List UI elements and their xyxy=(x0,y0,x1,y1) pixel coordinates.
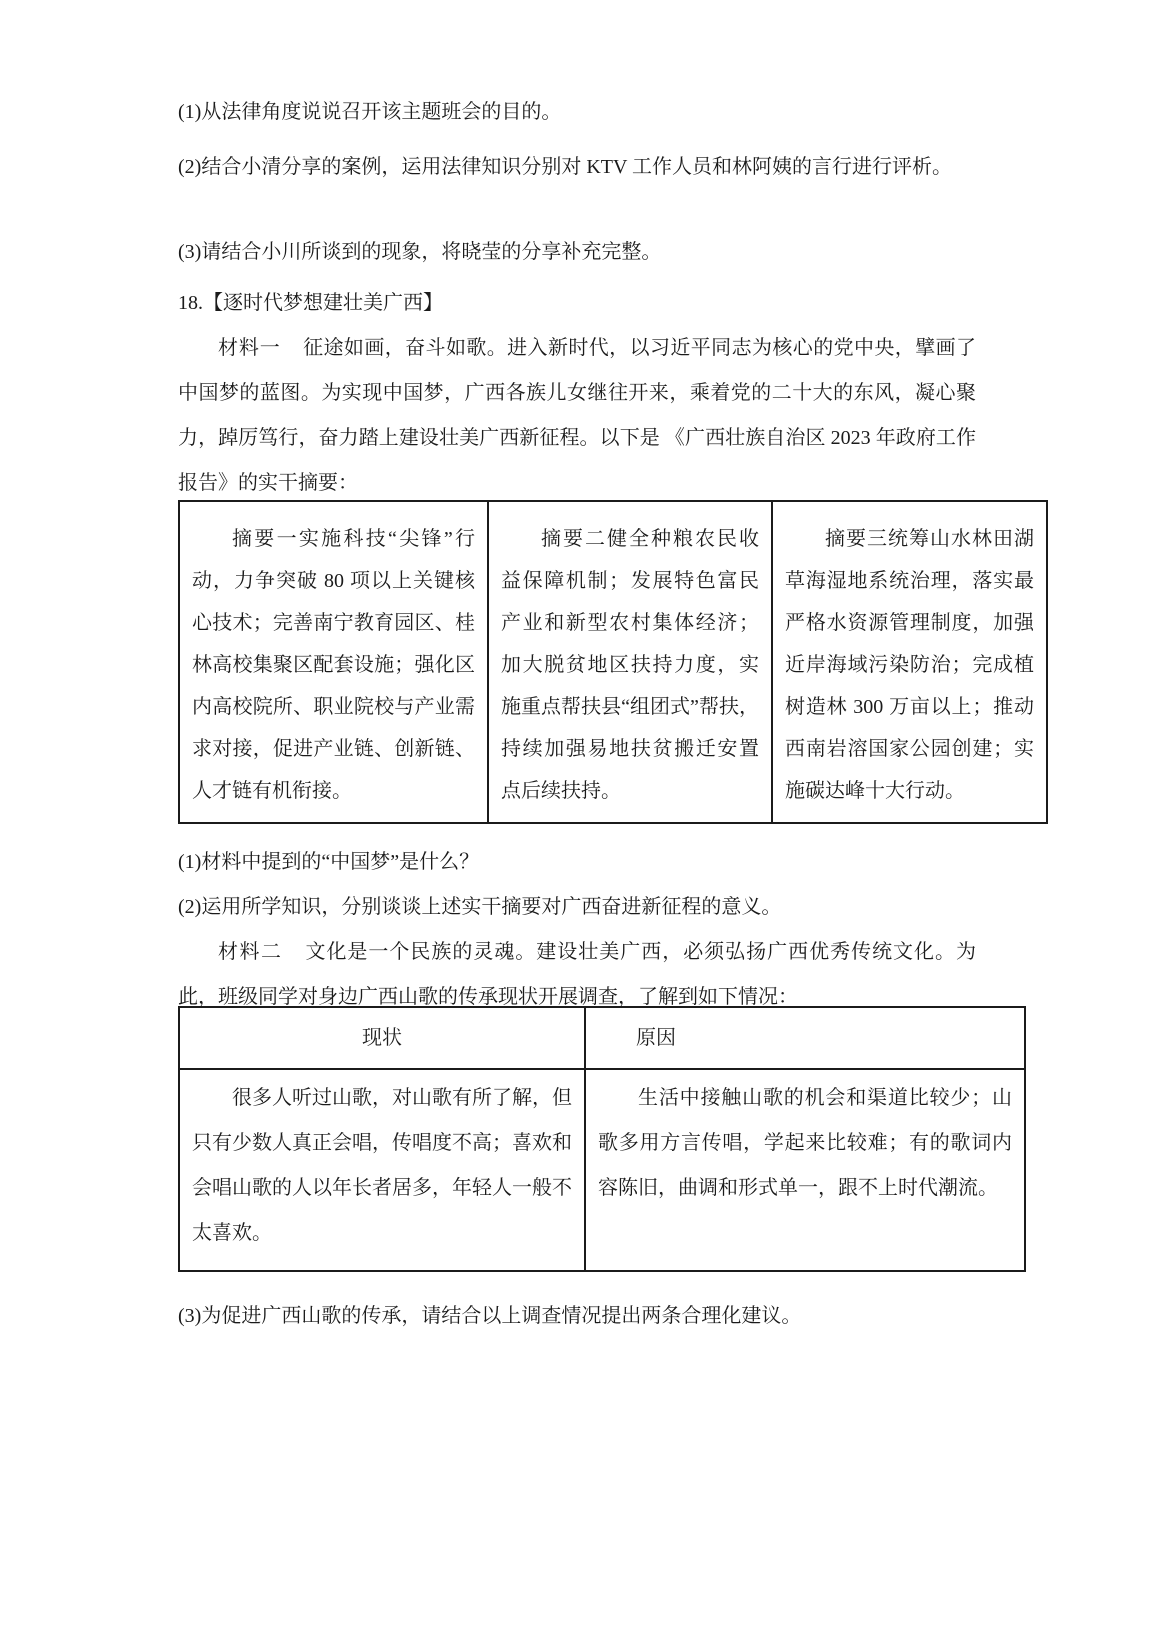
survey-table xyxy=(178,1006,1026,1272)
survey-status-text: 很多人听过山歌，对山歌有所了解，但只有少数人真正会唱，传唱度不高；喜欢和会唱山歌的人以年长者居多，年轻人一般不太喜欢。 xyxy=(192,1087,572,1244)
summary-table xyxy=(178,500,1048,824)
survey-reason-text: 生活中接触山歌的机会和渠道比较少；山歌多用方言传唱，学起来比较难；有的歌词内容陈旧，曲调和形式单一，跟不上时代潮流。 xyxy=(598,1087,1012,1199)
question-17-part-2: (2)结合小清分享的案例，运用法律知识分别对 KTV 工作人员和林阿姨的言行进行评析。 xyxy=(178,156,953,178)
material-2-text: 文化是一个民族的灵魂。建设壮美广西，必须弘扬广西优秀传统文化。为此，班级同学对身边广西山歌的传承现状开展调查，了解到如下情况： xyxy=(178,941,977,1008)
summary-table-row xyxy=(179,501,1047,823)
material-1-label: 材料一 xyxy=(218,337,281,359)
survey-table-body-row xyxy=(179,1069,1025,1271)
question-18-title: 【逐时代梦想建壮美广西】 xyxy=(203,292,443,314)
material-1-text: 征途如画，奋斗如歌。进入新时代，以习近平同志为核心的党中央，擘画了中国梦的蓝图。为实现中国梦，广西各族儿女继往开来，乘着党的二十大的东风，凝心聚力，踔厉笃行，奋力踏上建设壮美广西新征程。以下是 《广西壮族自治区 2023 年政府工作报告》的实干摘要： xyxy=(178,337,977,494)
question-17-part-3: (3)请结合小川所谈到的现象，将晓莹的分享补充完整。 xyxy=(178,241,662,263)
summary-cell-3 xyxy=(772,501,1047,823)
document-content xyxy=(178,90,1034,1339)
material-1-paragraph xyxy=(178,326,976,506)
question-17-part-1: (1)从法律角度说说召开该主题班会的目的。 xyxy=(178,101,562,123)
question-18-part-2: (2)运用所学知识，分别谈谈上述实干摘要对广西奋进新征程的意义。 xyxy=(178,896,782,918)
summary-cell-1 xyxy=(179,501,488,823)
summary-cell-2 xyxy=(488,501,772,823)
survey-header-status: 现状 xyxy=(179,1007,585,1069)
summary-3-text: 摘要三统筹山水林田湖草海湿地系统治理，落实最严格水资源管理制度，加强近岸海域污染防治；完成植树造林 300 万亩以上；推动西南岩溶国家公园创建；实施碳达峰十大行动。 xyxy=(785,528,1034,802)
survey-cell-reason xyxy=(585,1069,1025,1271)
summary-2-text: 摘要二健全种粮农民收益保障机制；发展特色富民产业和新型农村集体经济；加大脱贫地区扶持力度，实施重点帮扶县“组团式”帮扶，持续加强易地扶贫搬迁安置点后续扶持。 xyxy=(501,528,759,802)
question-18-part-1: (1)材料中提到的“中国梦”是什么？ xyxy=(178,851,480,873)
question-18-part-3: (3)为促进广西山歌的传承，请结合以上调查情况提出两条合理化建议。 xyxy=(178,1305,802,1327)
question-18-number: 18. xyxy=(178,292,203,314)
material-2-label: 材料二 xyxy=(218,941,283,963)
summary-1-text: 摘要一实施科技“尖锋”行动，力争突破 80 项以上关键核心技术；完善南宁教育园区、桂林高校集聚区配套设施；强化区内高校院所、职业院校与产业需求对接，促进产业链、创新链、人才链有机衔接。 xyxy=(192,528,475,802)
question-18-heading xyxy=(178,281,976,326)
survey-cell-status xyxy=(179,1069,585,1271)
survey-header-reason: 原因 xyxy=(585,1007,1025,1069)
